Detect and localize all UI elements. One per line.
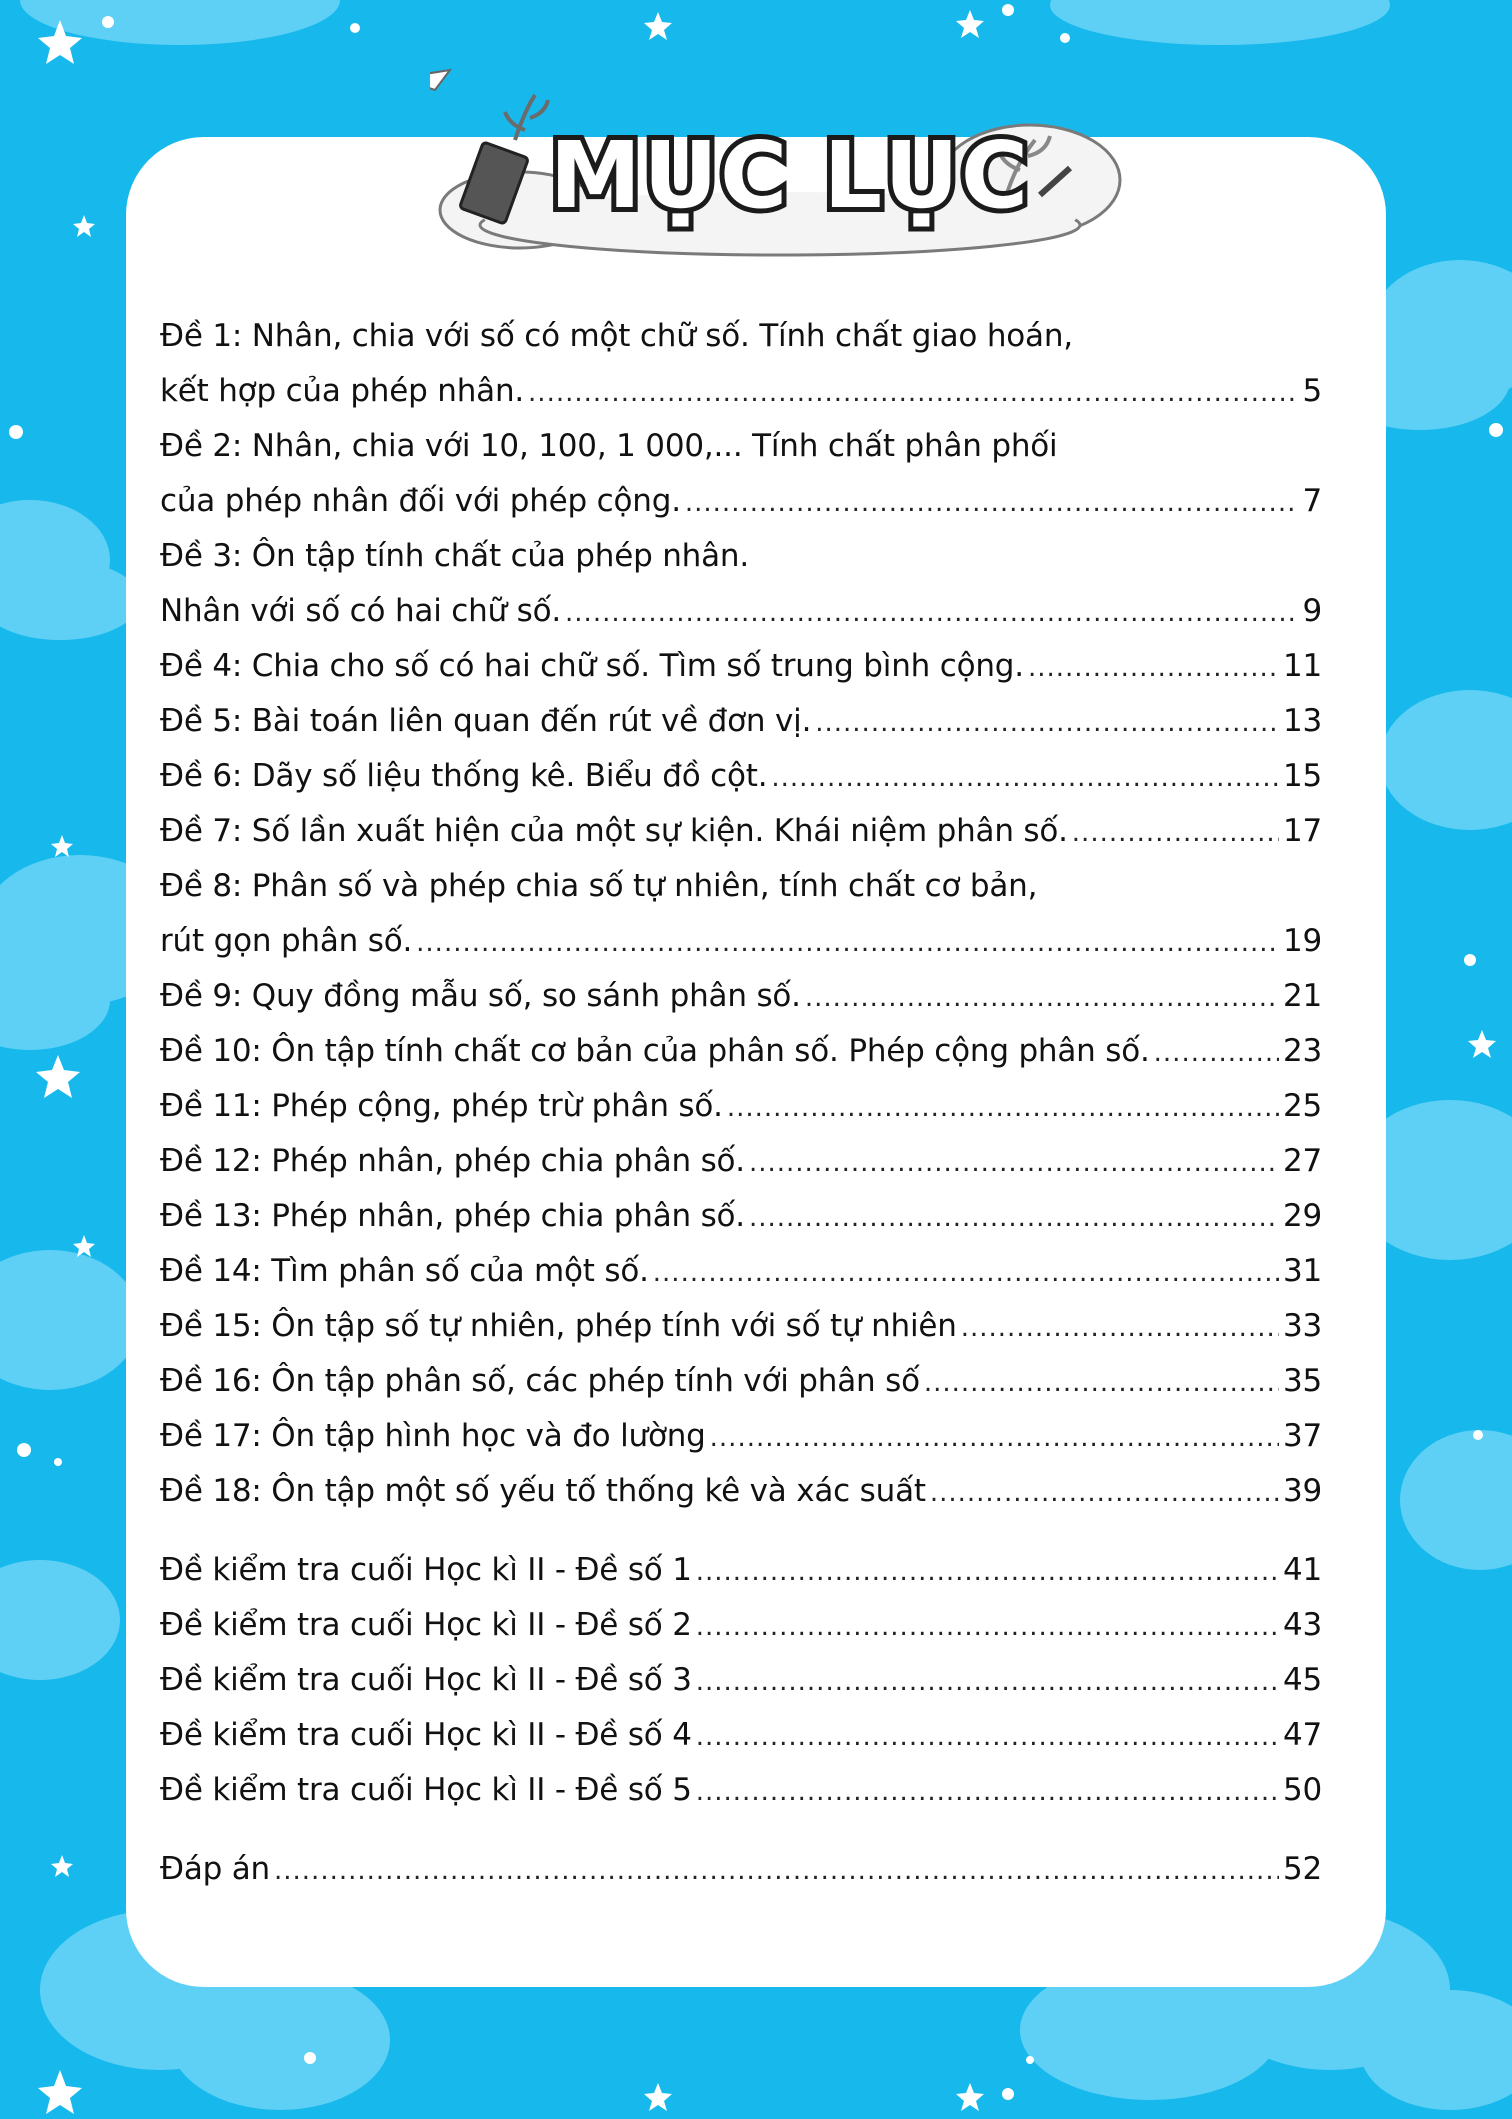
dot-leader xyxy=(696,1557,1279,1587)
dot-leader xyxy=(924,1368,1279,1398)
section-gap xyxy=(160,1528,1322,1552)
toc-entry-title: Đề 10: Ôn tập tính chất cơ bản của phân số. Phép cộng phân số. xyxy=(160,1033,1150,1069)
dot-leader xyxy=(528,378,1298,408)
toc-entry-page: 17 xyxy=(1282,813,1322,849)
dot-leader xyxy=(696,1667,1279,1697)
toc-entry[interactable] xyxy=(160,483,1322,538)
toc-entry-title: Đề 5: Bài toán liên quan đến rút về đơn vị. xyxy=(160,703,812,739)
toc-entry[interactable] xyxy=(160,1473,1322,1528)
toc-entry-title: Đề 17: Ôn tập hình học và đo lường xyxy=(160,1418,706,1454)
toc-entry[interactable] xyxy=(160,428,1322,483)
exam-entry[interactable] xyxy=(160,1552,1322,1607)
dot-leader xyxy=(727,1093,1279,1123)
toc-entry[interactable] xyxy=(160,703,1322,758)
exam-entry-page: 41 xyxy=(1282,1552,1322,1588)
toc-entry[interactable] xyxy=(160,1418,1322,1473)
exam-entry-title: Đề kiểm tra cuối Học kì II - Đề số 5 xyxy=(160,1772,692,1808)
toc-entry-title: Đề 9: Quy đồng mẫu số, so sánh phân số. xyxy=(160,978,801,1014)
toc-entry-title: Đề 12: Phép nhân, phép chia phân số. xyxy=(160,1143,745,1179)
toc-entry[interactable] xyxy=(160,1088,1322,1143)
toc-entry[interactable] xyxy=(160,538,1322,593)
toc-entry-page: 5 xyxy=(1302,373,1322,409)
answers-entry[interactable] xyxy=(160,1851,1322,1906)
exam-entry[interactable] xyxy=(160,1607,1322,1662)
dot xyxy=(102,16,114,28)
toc-entry-page: 33 xyxy=(1282,1308,1322,1344)
dot-leader xyxy=(1154,1038,1279,1068)
toc-entry-title: Nhân với số có hai chữ số. xyxy=(160,593,562,629)
exam-entry-page: 43 xyxy=(1282,1607,1322,1643)
dot-leader xyxy=(710,1423,1279,1453)
toc-entry-title: Đề 6: Dãy số liệu thống kê. Biểu đồ cột. xyxy=(160,758,768,794)
toc-entry-title: kết hợp của phép nhân. xyxy=(160,373,525,409)
toc-entry-page: 25 xyxy=(1282,1088,1322,1124)
toc-entry[interactable] xyxy=(160,923,1322,978)
dot-leader xyxy=(815,708,1279,738)
dot-leader xyxy=(696,1612,1279,1642)
exam-entry[interactable] xyxy=(160,1772,1322,1827)
toc-entry-title: Đề 3: Ôn tập tính chất của phép nhân. xyxy=(160,538,750,574)
toc-entry-page: 21 xyxy=(1282,978,1322,1014)
exam-entry-page: 47 xyxy=(1282,1717,1322,1753)
toc-entry-page: 13 xyxy=(1282,703,1322,739)
toc-entry-page: 39 xyxy=(1282,1473,1322,1509)
toc-entry-title: Đề 14: Tìm phân số của một số. xyxy=(160,1253,649,1289)
toc-entry[interactable] xyxy=(160,1198,1322,1253)
toc-entry-title: Đề 1: Nhân, chia với số có một chữ số. Tính chất giao hoán, xyxy=(160,318,1073,354)
answers-entry-title: Đáp án xyxy=(160,1851,270,1887)
dot-leader xyxy=(771,763,1279,793)
exam-entry[interactable] xyxy=(160,1662,1322,1717)
toc-entry[interactable] xyxy=(160,1363,1322,1418)
toc-entry-page: 23 xyxy=(1282,1033,1322,1069)
paper-plane-icon xyxy=(430,70,450,90)
toc-entry-page: 15 xyxy=(1282,758,1322,794)
dot-leader xyxy=(1072,818,1279,848)
toc-entry-page: 31 xyxy=(1282,1253,1322,1289)
toc-entry-title: rút gọn phân số. xyxy=(160,923,413,959)
dot-leader xyxy=(685,488,1299,518)
dot-leader xyxy=(696,1722,1279,1752)
toc-entry[interactable] xyxy=(160,1033,1322,1088)
toc-entry-title: Đề 13: Phép nhân, phép chia phân số. xyxy=(160,1198,745,1234)
toc-entry-title: Đề 4: Chia cho số có hai chữ số. Tìm số trung bình cộng. xyxy=(160,648,1024,684)
toc-entry-page: 7 xyxy=(1302,483,1322,519)
toc-entry[interactable] xyxy=(160,758,1322,813)
toc-entry-page: 37 xyxy=(1282,1418,1322,1454)
section-gap xyxy=(160,1827,1322,1851)
toc-entry-page: 19 xyxy=(1282,923,1322,959)
toc-entry-page: 35 xyxy=(1282,1363,1322,1399)
dot-leader xyxy=(749,1148,1279,1178)
exam-entry[interactable] xyxy=(160,1717,1322,1772)
toc-entry[interactable] xyxy=(160,1308,1322,1363)
dot-leader xyxy=(1028,653,1279,683)
toc-entry[interactable] xyxy=(160,373,1322,428)
dot-leader xyxy=(930,1478,1279,1508)
toc-entry[interactable] xyxy=(160,1143,1322,1198)
toc-entry-title: Đề 18: Ôn tập một số yếu tố thống kê và xác suất xyxy=(160,1473,926,1509)
exam-entry-page: 50 xyxy=(1282,1772,1322,1808)
dot-leader xyxy=(565,598,1298,628)
toc-entry-page: 29 xyxy=(1282,1198,1322,1234)
exam-entry-title: Đề kiểm tra cuối Học kì II - Đề số 1 xyxy=(160,1552,692,1588)
exam-entry-title: Đề kiểm tra cuối Học kì II - Đề số 3 xyxy=(160,1662,692,1698)
table-of-contents xyxy=(160,318,1322,1906)
toc-entry[interactable] xyxy=(160,1253,1322,1308)
dot-leader xyxy=(653,1258,1279,1288)
exam-entry-page: 45 xyxy=(1282,1662,1322,1698)
dot-leader xyxy=(274,1856,1279,1886)
toc-entry[interactable] xyxy=(160,868,1322,923)
toc-entry-title: Đề 8: Phân số và phép chia số tự nhiên, tính chất cơ bản, xyxy=(160,868,1038,904)
exam-entry-title: Đề kiểm tra cuối Học kì II - Đề số 2 xyxy=(160,1607,692,1643)
exam-entry-title: Đề kiểm tra cuối Học kì II - Đề số 4 xyxy=(160,1717,692,1753)
toc-entry-page: 9 xyxy=(1302,593,1322,629)
toc-entry[interactable] xyxy=(160,593,1322,648)
dot-leader xyxy=(749,1203,1279,1233)
page-title: MỤC LỤC xyxy=(549,122,1031,229)
toc-entry-title: Đề 7: Số lần xuất hiện của một sự kiện. Khái niệm phân số. xyxy=(160,813,1068,849)
title-banner xyxy=(430,60,1130,270)
dot-leader xyxy=(416,928,1279,958)
toc-entry-page: 27 xyxy=(1282,1143,1322,1179)
toc-entry-title: Đề 2: Nhân, chia với 10, 100, 1 000,... Tính chất phân phối xyxy=(160,428,1058,464)
toc-entry-page: 11 xyxy=(1282,648,1322,684)
toc-entry[interactable] xyxy=(160,318,1322,373)
answers-entry-page: 52 xyxy=(1282,1851,1322,1887)
toc-entry-title: Đề 15: Ôn tập số tự nhiên, phép tính với số tự nhiên xyxy=(160,1308,957,1344)
dot-leader xyxy=(696,1777,1279,1807)
toc-entry-title: Đề 11: Phép cộng, phép trừ phân số. xyxy=(160,1088,723,1124)
toc-entry[interactable] xyxy=(160,648,1322,703)
toc-entry-title: Đề 16: Ôn tập phân số, các phép tính với phân số xyxy=(160,1363,920,1399)
toc-entry[interactable] xyxy=(160,813,1322,868)
toc-entry-title: của phép nhân đối với phép cộng. xyxy=(160,483,681,519)
dot-leader xyxy=(805,983,1279,1013)
dot-leader xyxy=(961,1313,1279,1343)
toc-entry[interactable] xyxy=(160,978,1322,1033)
